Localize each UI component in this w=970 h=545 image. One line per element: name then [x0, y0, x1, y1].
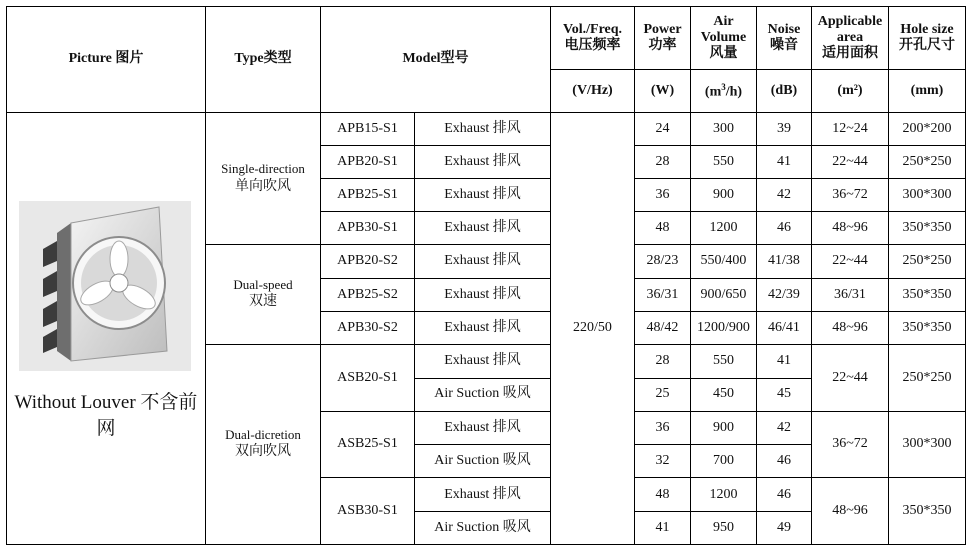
unit-noise: (dB) [757, 70, 812, 113]
model-cell: APB20-S1 [321, 146, 415, 179]
unit-power: (W) [635, 70, 691, 113]
type-dual-direction: Dual-dicretion 双向吹风 [206, 344, 321, 544]
power-cell: 36 [635, 411, 691, 445]
model-cell: APB25-S1 [321, 179, 415, 212]
power-cell: 28 [635, 344, 691, 378]
mode-cell: Exhaust 排风 [415, 278, 551, 311]
spec-table [6, 6, 966, 545]
power-cell: 25 [635, 378, 691, 411]
model-cell: APB20-S2 [321, 245, 415, 279]
noise-cell: 39 [757, 113, 812, 146]
power-cell: 32 [635, 445, 691, 478]
noise-cell: 42/39 [757, 278, 812, 311]
power-cell: 36/31 [635, 278, 691, 311]
air-volume-cell: 1200 [691, 212, 757, 245]
mode-cell: Exhaust 排风 [415, 411, 551, 445]
picture-caption: Without Louver 不含前网 [14, 392, 198, 439]
header-hole-size: Hole size 开孔尺寸 [889, 7, 966, 70]
model-cell: ASB30-S1 [321, 478, 415, 545]
noise-cell: 42 [757, 179, 812, 212]
air-volume-cell: 550 [691, 344, 757, 378]
area-cell: 36~72 [812, 411, 889, 478]
noise-cell: 46 [757, 445, 812, 478]
mode-cell: Exhaust 排风 [415, 478, 551, 512]
voltage-cell: 220/50 [551, 113, 635, 545]
mode-cell: Exhaust 排风 [415, 179, 551, 212]
air-volume-cell: 450 [691, 378, 757, 411]
power-cell: 28 [635, 146, 691, 179]
mode-cell: Air Suction 吸风 [415, 512, 551, 545]
noise-cell: 41 [757, 344, 812, 378]
air-volume-cell: 900/650 [691, 278, 757, 311]
area-cell: 36/31 [812, 278, 889, 311]
hole-size-cell: 350*350 [889, 278, 966, 311]
type-single-direction: Single-direction 单向吹风 [206, 113, 321, 245]
air-volume-cell: 1200/900 [691, 311, 757, 344]
hole-size-cell: 250*250 [889, 146, 966, 179]
noise-cell: 41/38 [757, 245, 812, 279]
unit-air-volume: $(m^3/h)$ [691, 70, 757, 113]
header-air-volume: Air Volume 风量 [691, 7, 757, 70]
noise-cell: 46 [757, 478, 812, 512]
mode-cell: Exhaust 排风 [415, 113, 551, 146]
area-cell: 22~44 [812, 146, 889, 179]
noise-cell: 46/41 [757, 311, 812, 344]
air-volume-cell: 950 [691, 512, 757, 545]
model-cell: APB30-S1 [321, 212, 415, 245]
product-picture-cell [7, 113, 206, 545]
air-volume-cell: 900 [691, 179, 757, 212]
area-cell: 22~44 [812, 344, 889, 411]
mode-cell: Air Suction 吸风 [415, 445, 551, 478]
unit-area: (m²) [812, 70, 889, 113]
exhaust-fan-image [19, 201, 191, 371]
model-cell: APB30-S2 [321, 311, 415, 344]
mode-cell: Exhaust 排风 [415, 146, 551, 179]
model-cell: ASB25-S1 [321, 411, 415, 478]
air-volume-cell: 700 [691, 445, 757, 478]
mode-cell: Air Suction 吸风 [415, 378, 551, 411]
power-cell: 48 [635, 212, 691, 245]
noise-cell: 45 [757, 378, 812, 411]
mode-cell: Exhaust 排风 [415, 245, 551, 279]
header-vol-freq: Vol./Freq. 电压频率 [551, 7, 635, 70]
area-cell: 48~96 [812, 311, 889, 344]
power-cell: 41 [635, 512, 691, 545]
hole-size-cell: 250*250 [889, 245, 966, 279]
mode-cell: Exhaust 排风 [415, 212, 551, 245]
power-cell: 48 [635, 478, 691, 512]
unit-vol-freq: (V/Hz) [551, 70, 635, 113]
noise-cell: 41 [757, 146, 812, 179]
power-cell: 48/42 [635, 311, 691, 344]
hole-size-cell: 350*350 [889, 212, 966, 245]
noise-cell: 49 [757, 512, 812, 545]
area-cell: 12~24 [812, 113, 889, 146]
power-cell: 36 [635, 179, 691, 212]
noise-cell: 42 [757, 411, 812, 445]
model-cell: APB15-S1 [321, 113, 415, 146]
hole-size-cell: 350*350 [889, 311, 966, 344]
power-cell: 28/23 [635, 245, 691, 279]
header-type: Type类型 [206, 7, 321, 113]
area-cell: 36~72 [812, 179, 889, 212]
air-volume-cell: 300 [691, 113, 757, 146]
air-volume-cell: 1200 [691, 478, 757, 512]
mode-cell: Exhaust 排风 [415, 344, 551, 378]
header-picture: Picture 图片 [7, 7, 206, 113]
hole-size-cell: 300*300 [889, 179, 966, 212]
type-dual-speed: Dual-speed 双速 [206, 245, 321, 345]
area-cell: 48~96 [812, 212, 889, 245]
noise-cell: 46 [757, 212, 812, 245]
model-cell: APB25-S2 [321, 278, 415, 311]
area-cell: 48~96 [812, 478, 889, 545]
hole-size-cell: 250*250 [889, 344, 966, 411]
hole-size-cell: 300*300 [889, 411, 966, 478]
air-volume-cell: 550 [691, 146, 757, 179]
model-cell: ASB20-S1 [321, 344, 415, 411]
header-model: Model型号 [321, 7, 551, 113]
hole-size-cell: 350*350 [889, 478, 966, 545]
air-volume-cell: 550/400 [691, 245, 757, 279]
mode-cell: Exhaust 排风 [415, 311, 551, 344]
unit-hole-size: (mm) [889, 70, 966, 113]
hole-size-cell: 200*200 [889, 113, 966, 146]
area-cell: 22~44 [812, 245, 889, 279]
header-power: Power 功率 [635, 7, 691, 70]
header-noise: Noise 噪音 [757, 7, 812, 70]
air-volume-cell: 900 [691, 411, 757, 445]
header-area: Applicable area 适用面积 [812, 7, 889, 70]
power-cell: 24 [635, 113, 691, 146]
